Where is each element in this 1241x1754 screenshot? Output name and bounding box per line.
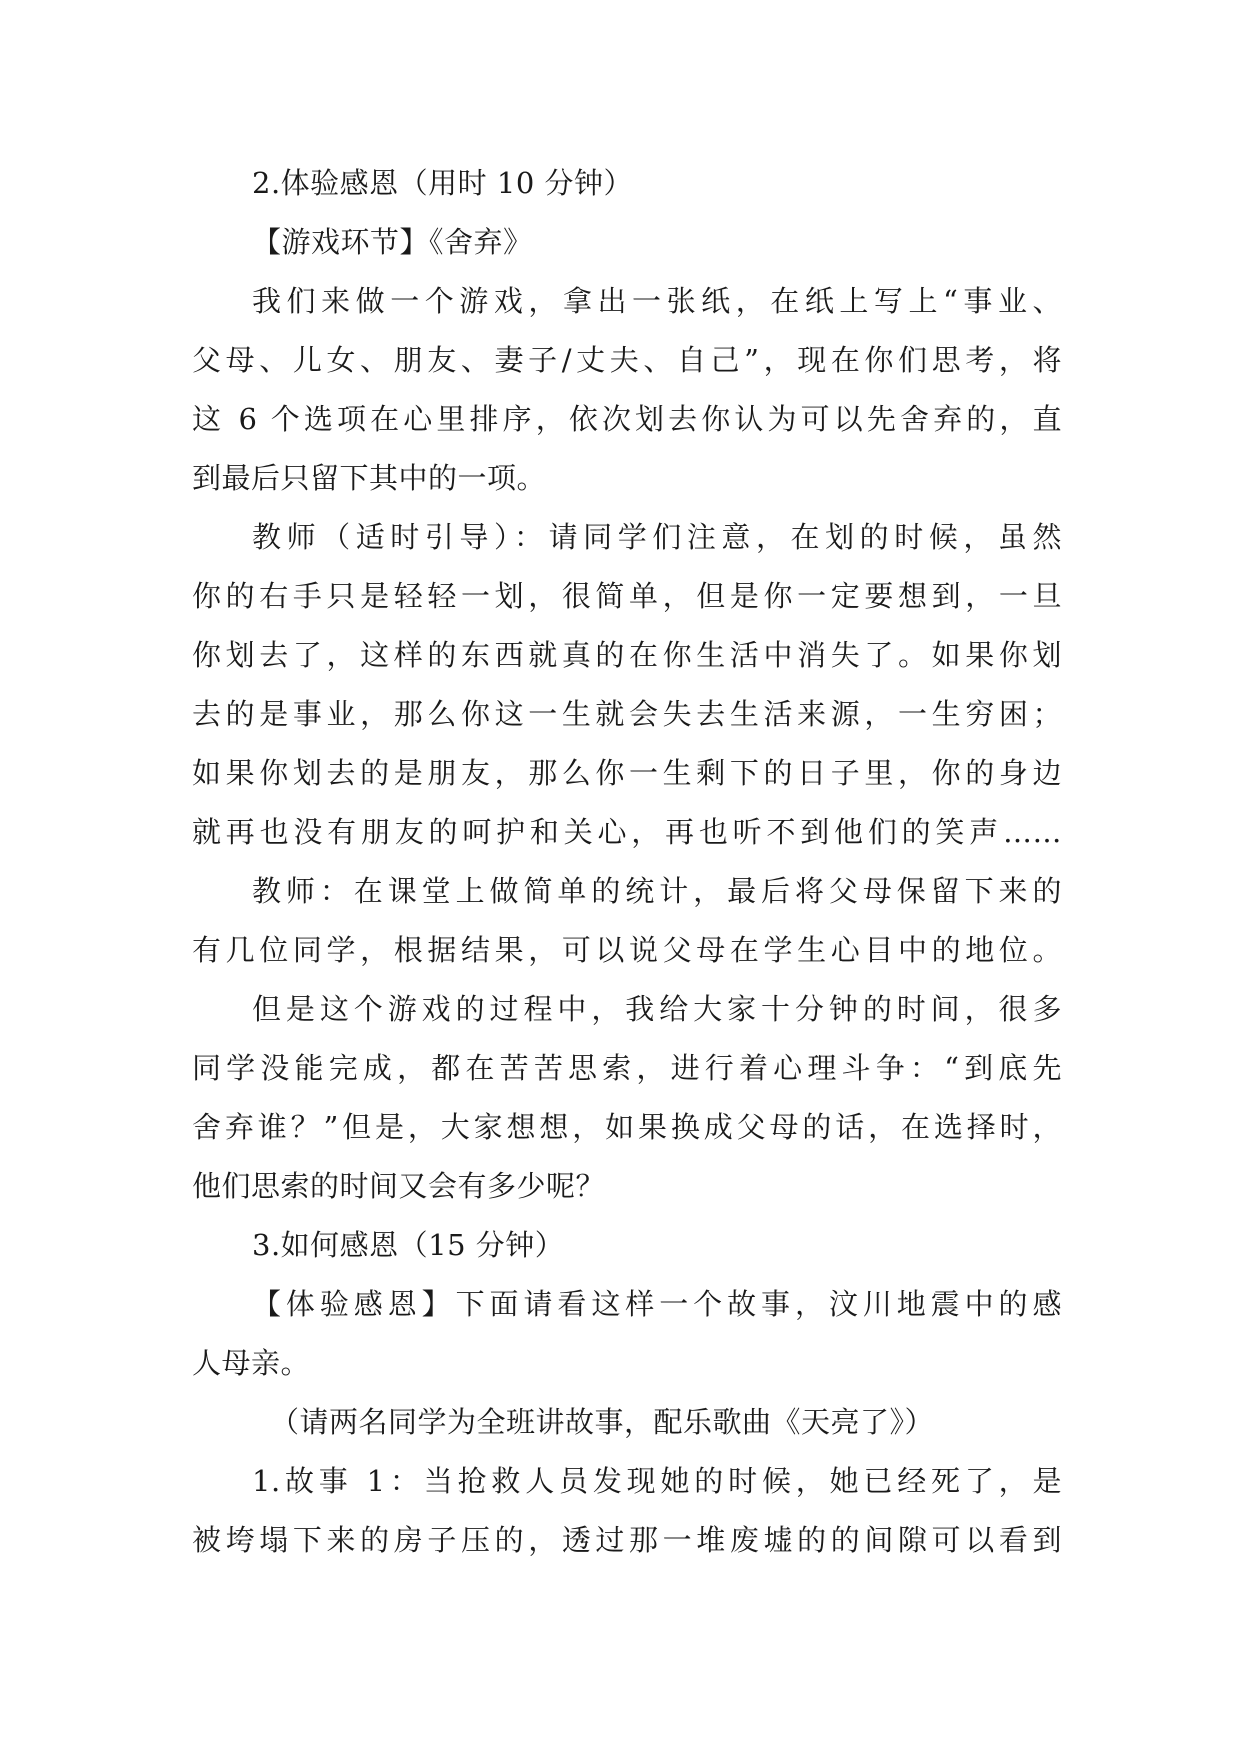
paragraph-line: 我们来做一个游戏，拿出一张纸，在纸上写上“事业、	[252, 284, 1062, 318]
paragraph-line: 他们思索的时间又会有多少呢？	[192, 1169, 606, 1203]
paragraph-line: 【体验感恩】下面请看这样一个故事，汶川地震中的感	[252, 1287, 1062, 1321]
paragraph-line: 被垮塌下来的房子压的，透过那一堆废墟的的间隙可以看到	[192, 1523, 1062, 1557]
document-body	[192, 154, 1062, 1570]
paragraph-line: 舍弃谁？”但是，大家想想，如果换成父母的话，在选择时，	[192, 1110, 1062, 1144]
section-heading-experience-gratitude: 2.体验感恩（用时 10 分钟）	[252, 166, 634, 200]
paragraph-line: 到最后只留下其中的一项。	[192, 461, 547, 495]
paragraph-line: 教师：在课堂上做简单的统计，最后将父母保留下来的	[252, 874, 1062, 908]
paragraph-line: 但是这个游戏的过程中，我给大家十分钟的时间，很多	[252, 992, 1062, 1026]
game-segment-heading: 【游戏环节】《舍弃》	[252, 225, 533, 259]
paragraph-line: 父母、儿女、朋友、妻子/丈夫、自己”，现在你们思考，将	[192, 343, 1062, 377]
section-heading-how-to-be-grateful: 3.如何感恩（15 分钟）	[252, 1228, 565, 1262]
paragraph-line: 你划去了，这样的东西就真的在你生活中消失了。如果你划	[192, 638, 1062, 672]
paragraph-line: 有几位同学，根据结果，可以说父母在学生心目中的地位。	[192, 933, 1062, 967]
paragraph-line: （请两名同学为全班讲故事，配乐歌曲《天亮了》）	[270, 1405, 935, 1439]
paragraph-line: 去的是事业，那么你这一生就会失去生活来源，一生穷困；	[192, 697, 1062, 731]
paragraph-line: 你的右手只是轻轻一划，很简单，但是你一定要想到，一旦	[192, 579, 1062, 613]
paragraph-line: 如果你划去的是朋友，那么你一生剩下的日子里，你的身边	[192, 756, 1062, 790]
paragraph-line: 人母亲。	[192, 1346, 311, 1380]
paragraph-line: 这 6 个选项在心里排序，依次划去你认为可以先舍弃的，直	[192, 402, 1062, 436]
paragraph-line: 同学没能完成，都在苦苦思索，进行着心理斗争：“到底先	[192, 1051, 1062, 1085]
paragraph-line: 教师（适时引导）：请同学们注意，在划的时候，虽然	[252, 520, 1062, 554]
paragraph-line: 就再也没有朋友的呵护和关心，再也听不到他们的笑声……	[192, 815, 1062, 849]
paragraph-line: 1.故事 1：当抢救人员发现她的时候，她已经死了，是	[252, 1464, 1062, 1498]
